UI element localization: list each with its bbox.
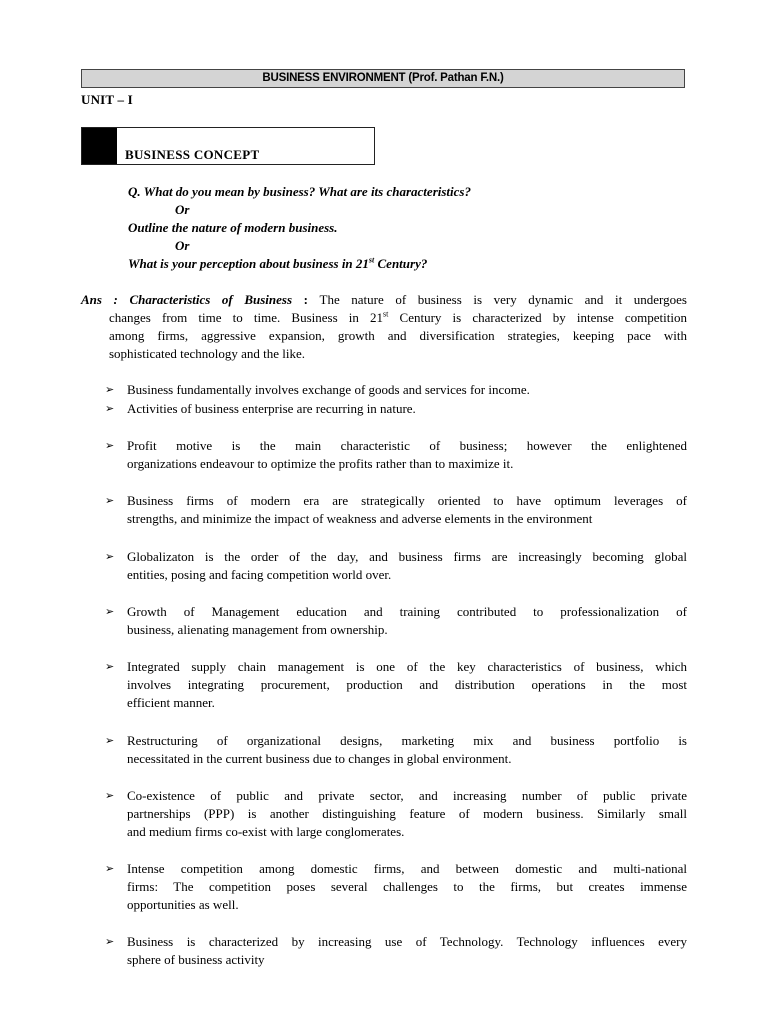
arrow-bullet-icon: ➢ (105, 734, 115, 747)
list-item-line: and medium firms co-exist with large conglomerates. (127, 824, 405, 839)
list-item-line: Integrated supply chain management is one of the key characteristics of business, which (127, 659, 687, 674)
list-item-text (127, 603, 687, 639)
list-item-text (127, 381, 687, 399)
section-marker-block (82, 128, 117, 164)
list-item-text (127, 548, 687, 584)
list-item-text (127, 732, 687, 768)
answer-line-2-suffix: Century is characterized by intense competition (388, 310, 687, 325)
arrow-bullet-icon: ➢ (105, 605, 115, 618)
list-item-line: Intense competition among domestic firms, and between domestic and multi-national (127, 861, 687, 876)
list-item-line: Business firms of modern era are strategically oriented to have optimum leverages of (127, 493, 687, 508)
list-item-text (127, 860, 687, 914)
list-item-line: strengths, and minimize the impact of weakness and adverse elements in the environment (127, 511, 593, 526)
question-3 (128, 256, 427, 272)
list-item-line: organizations endeavour to optimize the profits rather than to maximize it. (127, 456, 514, 471)
answer-line-4: sophisticated technology and the like. (109, 346, 306, 361)
question-1: Q. What do you mean by business? What are its characteristics? (128, 184, 471, 199)
arrow-bullet-icon: ➢ (105, 935, 115, 948)
answer-line-1: Ans : Characteristics of Business : The nature of business is very dynamic and it undergoes (81, 292, 687, 307)
arrow-bullet-icon: ➢ (105, 550, 115, 563)
list-item (105, 381, 687, 399)
header-title: BUSINESS ENVIRONMENT (Prof. Pathan F.N.) (262, 72, 504, 84)
list-item-text (127, 437, 687, 473)
list-item-line: Profit motive is the main characteristic of business; however the enlightened (127, 438, 687, 453)
document-header (81, 69, 685, 88)
list-item (105, 658, 687, 712)
arrow-bullet-icon: ➢ (105, 383, 115, 396)
list-item-line: firms: The competition poses several challenges to the firms, but creates immense (127, 879, 687, 894)
list-item-line: Co-existence of public and private sector, and increasing number of public private (127, 788, 687, 803)
arrow-bullet-icon: ➢ (105, 862, 115, 875)
answer-line-1-text: The nature of business is very dynamic and it undergoes (319, 292, 687, 307)
section-title-box (81, 127, 375, 165)
question-or-2: Or (175, 238, 190, 253)
question-or-1: Or (175, 202, 190, 217)
list-item (105, 787, 687, 841)
list-item (105, 933, 687, 969)
answer-line-2-text: changes from time to time. Business in 21 (109, 310, 384, 325)
answer-line-3: among firms, aggressive expansion, growth and diversification strategies, keeping pace with (109, 328, 687, 343)
list-item-line: sphere of business activity (127, 952, 265, 967)
unit-label: UNIT – I (81, 92, 133, 107)
arrow-bullet-icon: ➢ (105, 660, 115, 673)
list-item-line: entities, posing and facing competition world over. (127, 567, 392, 582)
list-item (105, 400, 687, 418)
answer-lead: Ans (81, 292, 102, 307)
list-item-text (127, 492, 687, 528)
list-item-line: Growth of Management education and training contributed to professionalization of (127, 604, 687, 619)
list-item-line: Globalizaton is the order of the day, and business firms are increasingly becoming global (127, 549, 687, 564)
list-item-line: Business fundamentally involves exchange of goods and services for income. (127, 382, 530, 397)
list-item-line: partnerships (PPP) is another distinguishing feature of modern business. Similarly small (127, 806, 687, 821)
list-item (105, 732, 687, 768)
arrow-bullet-icon: ➢ (105, 439, 115, 452)
answer-line-2-superscript: st (383, 309, 389, 319)
list-item (105, 603, 687, 639)
list-item-text (127, 787, 687, 841)
arrow-bullet-icon: ➢ (105, 789, 115, 802)
question-2: Outline the nature of modern business. (128, 220, 338, 235)
arrow-bullet-icon: ➢ (105, 402, 115, 415)
list-item (105, 492, 687, 528)
answer-heading: Characteristics of Business (129, 292, 293, 307)
list-item-line: Business is characterized by increasing use of Technology. Technology influences every (127, 934, 687, 949)
list-item-line: efficient manner. (127, 695, 215, 710)
list-item (105, 548, 687, 584)
list-item-line: Activities of business enterprise are recurring in nature. (127, 401, 416, 416)
list-item (105, 437, 687, 473)
section-title: BUSINESS CONCEPT (125, 147, 260, 162)
list-item-line: involves integrating procurement, production and distribution operations in the most (127, 677, 687, 692)
list-item-text (127, 400, 687, 418)
list-item-text (127, 658, 687, 712)
question-3-text: What is your perception about business in 21 (128, 256, 369, 271)
arrow-bullet-icon: ➢ (105, 494, 115, 507)
list-item-text (127, 933, 687, 969)
answer-paragraph (81, 291, 687, 363)
answer-line-2 (81, 309, 687, 327)
list-item-line: business, alienating management from ownership. (127, 622, 388, 637)
list-item (105, 860, 687, 914)
list-item-line: necessitated in the current business due to changes in global environment. (127, 751, 512, 766)
question-3-suffix: Century? (374, 256, 428, 271)
question-3-superscript: st (368, 255, 375, 265)
list-item-line: opportunities as well. (127, 897, 239, 912)
list-item-line: Restructuring of organizational designs, marketing mix and business portfolio is (127, 733, 687, 748)
